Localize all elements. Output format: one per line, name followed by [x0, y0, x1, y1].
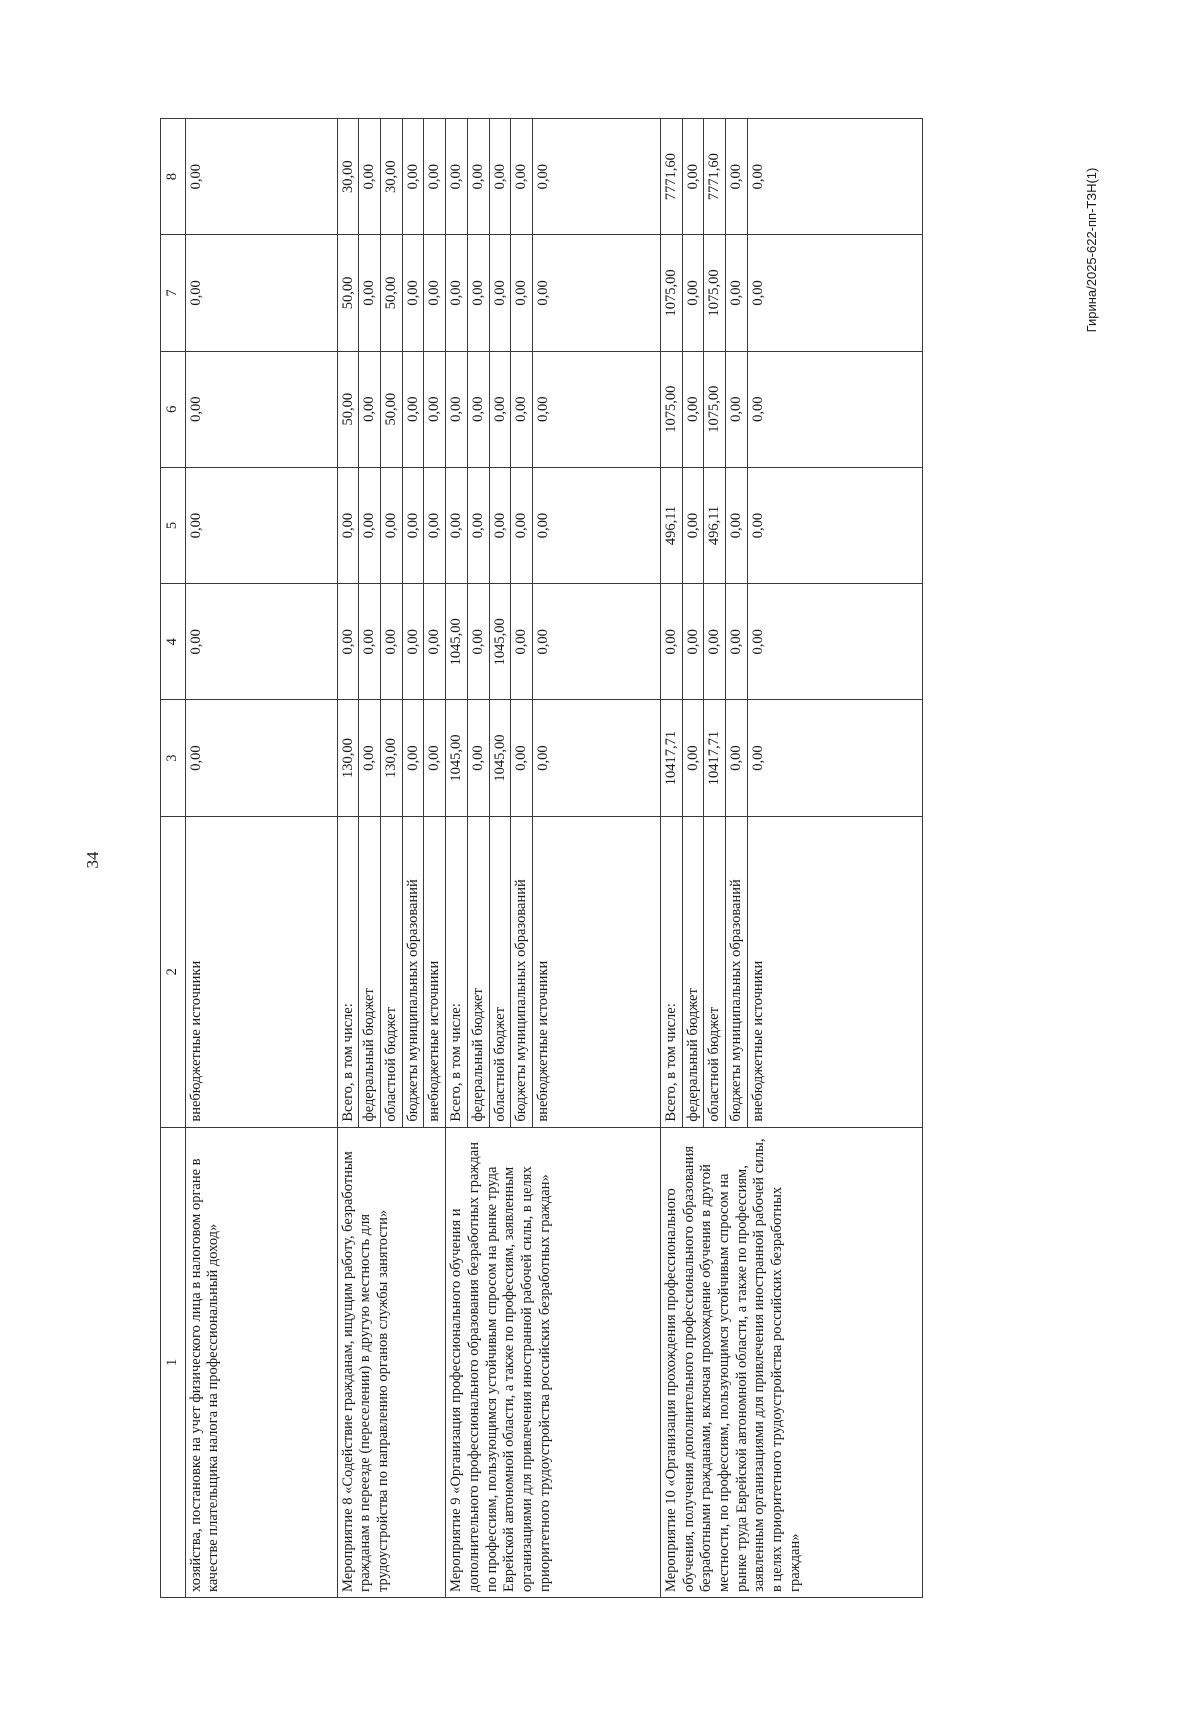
value-cell: 0,00 [402, 584, 424, 700]
value-cell: 0,00 [185, 700, 337, 816]
value-cell: 0,00 [381, 584, 403, 700]
col-header-5: 5 [161, 467, 186, 583]
value-cell: 0,00 [424, 235, 446, 351]
value-cell: 0,00 [532, 119, 660, 235]
value-cell: 0,00 [747, 351, 922, 467]
value-cell: 0,00 [511, 119, 533, 235]
value-cell: 0,00 [467, 700, 489, 816]
value-cell: 0,00 [424, 700, 446, 816]
value-cell: 0,00 [185, 119, 337, 235]
table-row [337, 119, 359, 1598]
value-cell: 0,00 [725, 351, 747, 467]
value-cell: 130,00 [381, 700, 403, 816]
value-cell: 0,00 [532, 351, 660, 467]
table-row [185, 119, 337, 1598]
value-cell: 1045,00 [489, 584, 511, 700]
source-label: внебюджетные источники [747, 816, 922, 1127]
value-cell: 0,00 [682, 235, 704, 351]
value-cell: 0,00 [467, 584, 489, 700]
value-cell: 0,00 [359, 119, 381, 235]
value-cell: 1045,00 [489, 700, 511, 816]
value-cell: 0,00 [747, 119, 922, 235]
value-cell: 0,00 [511, 351, 533, 467]
value-cell: 0,00 [725, 700, 747, 816]
source-label: областной бюджет [489, 816, 511, 1127]
value-cell: 0,00 [467, 235, 489, 351]
page-number: 34 [83, 851, 102, 869]
value-cell: 0,00 [511, 467, 533, 583]
value-cell: 0,00 [682, 351, 704, 467]
value-cell: 0,00 [359, 584, 381, 700]
source-label: бюджеты муниципальных образований [402, 816, 424, 1127]
value-cell: 0,00 [682, 119, 704, 235]
value-cell: 50,00 [381, 235, 403, 351]
value-cell: 0,00 [381, 467, 403, 583]
source-label: федеральный бюджет [467, 816, 489, 1127]
value-cell: 1075,00 [704, 235, 726, 351]
value-cell: 50,00 [337, 351, 359, 467]
value-cell: 0,00 [185, 235, 337, 351]
value-cell: 0,00 [682, 467, 704, 583]
value-cell: 0,00 [185, 351, 337, 467]
table-row [660, 119, 682, 1598]
value-cell: 0,00 [682, 584, 704, 700]
value-cell: 0,00 [747, 584, 922, 700]
rotated-table-wrapper [160, 118, 860, 1598]
funding-table [160, 118, 923, 1598]
value-cell: 0,00 [489, 119, 511, 235]
col-header-3: 3 [161, 700, 186, 816]
value-cell: 50,00 [337, 235, 359, 351]
col-header-6: 6 [161, 351, 186, 467]
document-code: Гирина/2025-622-пп-ТЗН(1) [1084, 167, 1099, 333]
value-cell: 0,00 [532, 584, 660, 700]
value-cell: 0,00 [446, 351, 468, 467]
activity-cont-name: хозяйства, постановке на учет физического лица в налоговом органе в качестве плательщика налога на профессиональный доход» [185, 1127, 337, 1597]
value-cell: 0,00 [402, 700, 424, 816]
value-cell: 0,00 [424, 584, 446, 700]
value-cell: 0,00 [446, 235, 468, 351]
activity-10-name: Мероприятие 10 «Организация прохождения профессионального обучения, получения дополнительного профессионального образования безработными гражданами, включая прохождение обучения в другой местности, по профессиям, пользующимся устойчивым спросом на рынке труда Еврейской автономной области, а также по профессиям, заявленным организациями для привлечения иностранной рабочей силы, в целях приоритетного трудоустройства российских безработных граждан» [660, 1127, 922, 1597]
value-cell: 0,00 [489, 467, 511, 583]
value-cell: 0,00 [402, 235, 424, 351]
col-header-2: 2 [161, 816, 186, 1127]
value-cell: 0,00 [446, 119, 468, 235]
value-cell: 0,00 [725, 235, 747, 351]
value-cell: 0,00 [511, 235, 533, 351]
value-cell: 7771,60 [660, 119, 682, 235]
table-row [446, 119, 468, 1598]
value-cell: 7771,60 [704, 119, 726, 235]
value-cell: 0,00 [747, 235, 922, 351]
source-label: Всего, в том числе: [337, 816, 359, 1127]
value-cell: 1075,00 [660, 235, 682, 351]
value-cell: 10417,71 [660, 700, 682, 816]
value-cell: 130,00 [337, 700, 359, 816]
value-cell: 0,00 [359, 351, 381, 467]
col-header-1: 1 [161, 1127, 186, 1597]
value-cell: 0,00 [402, 467, 424, 583]
value-cell: 0,00 [424, 351, 446, 467]
value-cell: 0,00 [467, 351, 489, 467]
source-label: внебюджетные источники [424, 816, 446, 1127]
value-cell: 0,00 [747, 467, 922, 583]
value-cell: 0,00 [725, 119, 747, 235]
value-cell: 0,00 [489, 235, 511, 351]
col-header-7: 7 [161, 235, 186, 351]
source-label: Всего, в том числе: [660, 816, 682, 1127]
value-cell: 0,00 [532, 467, 660, 583]
header-row [161, 119, 186, 1598]
source-label: областной бюджет [381, 816, 403, 1127]
source-label: федеральный бюджет [682, 816, 704, 1127]
value-cell: 0,00 [511, 700, 533, 816]
value-cell: 0,00 [682, 700, 704, 816]
value-cell: 0,00 [532, 235, 660, 351]
activity-9-name: Мероприятие 9 «Организация профессионального обучения и дополнительного профессионального образования безработных граждан по профессиям, пользующимся устойчивым спросом на рынке труда Еврейской автономной области, а также по профессиям, заявленным организациями для привлечения иностранной рабочей силы, в целях приоритетного трудоустройства российских безработных граждан» [446, 1127, 661, 1597]
value-cell: 0,00 [337, 584, 359, 700]
value-cell: 0,00 [402, 119, 424, 235]
value-cell: 1045,00 [446, 700, 468, 816]
value-cell: 0,00 [725, 467, 747, 583]
value-cell: 30,00 [381, 119, 403, 235]
value-cell: 0,00 [747, 700, 922, 816]
value-cell: 0,00 [359, 235, 381, 351]
value-cell: 1045,00 [446, 584, 468, 700]
value-cell: 0,00 [359, 700, 381, 816]
source-label: областной бюджет [704, 816, 726, 1127]
value-cell: 1075,00 [704, 351, 726, 467]
col-header-4: 4 [161, 584, 186, 700]
value-cell: 0,00 [424, 119, 446, 235]
value-cell: 0,00 [185, 584, 337, 700]
value-cell: 50,00 [381, 351, 403, 467]
value-cell: 0,00 [446, 467, 468, 583]
source-label: внебюджетные источники [532, 816, 660, 1127]
value-cell: 0,00 [704, 584, 726, 700]
value-cell: 0,00 [489, 351, 511, 467]
value-cell: 0,00 [402, 351, 424, 467]
source-label: федеральный бюджет [359, 816, 381, 1127]
value-cell: 0,00 [532, 700, 660, 816]
value-cell: 0,00 [424, 467, 446, 583]
value-cell: 0,00 [725, 584, 747, 700]
value-cell: 0,00 [185, 467, 337, 583]
value-cell: 10417,71 [704, 700, 726, 816]
value-cell: 0,00 [511, 584, 533, 700]
value-cell: 496,11 [660, 467, 682, 583]
source-label: Всего, в том числе: [446, 816, 468, 1127]
value-cell: 0,00 [337, 467, 359, 583]
value-cell: 0,00 [359, 467, 381, 583]
source-label: бюджеты муниципальных образований [511, 816, 533, 1127]
value-cell: 496,11 [704, 467, 726, 583]
col-header-8: 8 [161, 119, 186, 235]
source-label: внебюджетные источники [185, 816, 337, 1127]
source-label: бюджеты муниципальных образований [725, 816, 747, 1127]
value-cell: 0,00 [467, 467, 489, 583]
value-cell: 1075,00 [660, 351, 682, 467]
value-cell: 0,00 [660, 584, 682, 700]
value-cell: 30,00 [337, 119, 359, 235]
activity-8-name: Мероприятие 8 «Содействие гражданам, ищущим работу, безработным гражданам в переезде (переселении) в другую местность для трудоустройства по направлению органов службы занятости» [337, 1127, 445, 1597]
value-cell: 0,00 [467, 119, 489, 235]
